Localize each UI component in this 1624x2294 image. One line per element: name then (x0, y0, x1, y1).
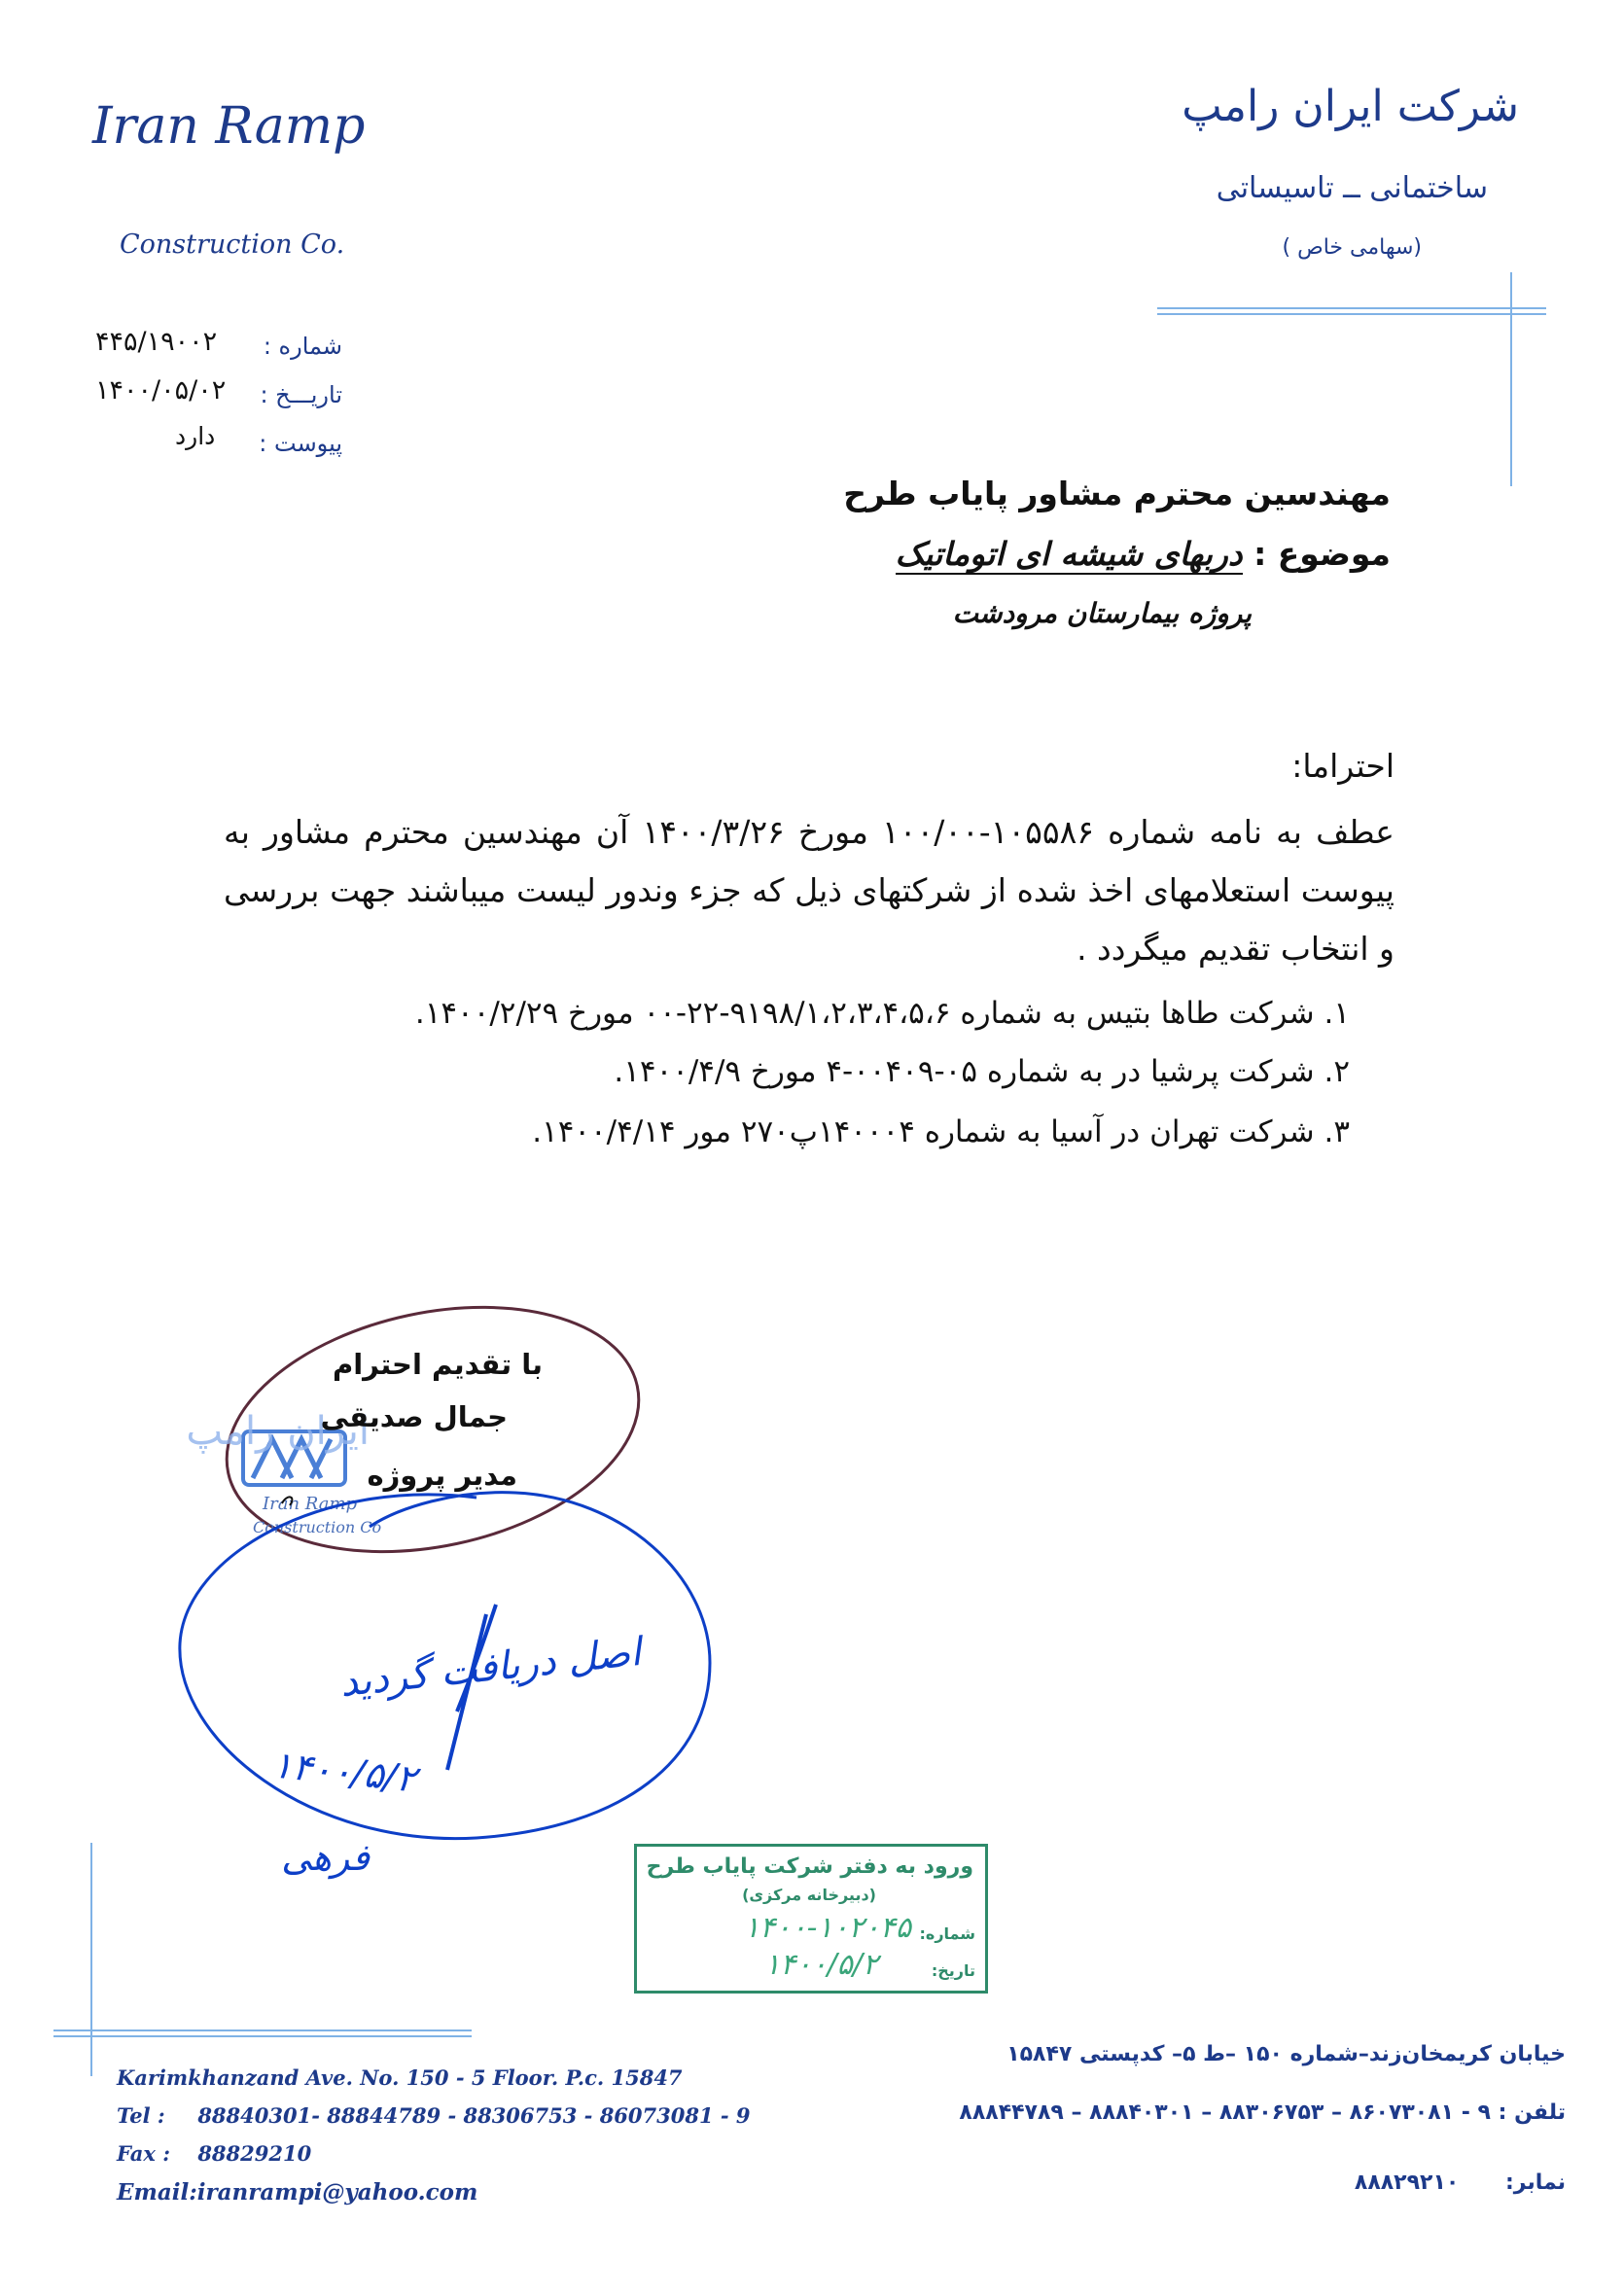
company-name-en-sub: Construction Co. (120, 229, 345, 260)
receipt-stamp (634, 1844, 988, 1994)
header-vrule (1510, 272, 1512, 486)
closing: با تقدیم احترام (332, 1348, 543, 1381)
svg-text:ایران رامپ: ایران رامپ (186, 1409, 370, 1454)
subject-line (896, 535, 1391, 573)
date-value: ۱۴۰۰/۰۵/۰۲ (95, 375, 227, 406)
footer-fax-label-fa: نمابر: (1504, 2170, 1566, 2195)
recipient: مهندسین محترم مشاور پایاب طرح (843, 475, 1391, 512)
project-name: پروژه بیمارستان مرودشت (952, 597, 1252, 629)
receipt-date-value: ۱۴۰۰/۵/۲ (764, 1948, 878, 1982)
footer-rule-2 (53, 2035, 472, 2037)
footer-tel-label-fa: تلفن : (1498, 2100, 1566, 2125)
number-value: ۴۴۵/۱۹۰۰۲ (95, 327, 218, 357)
footer-rule (53, 2029, 472, 2031)
attachment-label: پیوست : (259, 430, 342, 457)
handwritten-date: ۱۴۰۰/۵/۲ (270, 1743, 418, 1801)
list-item-text: شرکت پرشیا در به شماره ۰۵-۰۰۴۰۹-۴ مورخ ۱۴۰۰/۴/۹. (614, 1054, 1315, 1089)
footer-email-en: Email:iranrampi@yahoo.com (117, 2179, 478, 2206)
footer-fax-value-fa: ۸۸۸۲۹۲۱۰ (1354, 2170, 1460, 2195)
receipt-stamp-title: ورود به دفتر شرکت پایاب طرح (646, 1854, 973, 1879)
handwritten-note: اصل دریافت گردید (337, 1629, 644, 1707)
date-label: تاریـــخ : (260, 381, 342, 408)
svg-text:Iran Ramp: Iran Ramp (263, 1494, 358, 1514)
footer-vrule (90, 1843, 92, 2076)
handwritten-name: فرهی (281, 1836, 370, 1879)
receipt-number-label: شماره: (919, 1924, 975, 1943)
greeting: احتراما: (1291, 747, 1395, 785)
list-item-text: شرکت طاها بتیس به شماره ۹۱۹۸/۱،۲،۳،۴،۵،۶-۲۲-۰۰ مورخ ۱۴۰۰/۲/۲۹. (414, 996, 1315, 1031)
attachment-value: دارد (175, 422, 216, 450)
receipt-stamp-subtitle: (دبیرخانه مرکزی) (742, 1886, 876, 1904)
subject-label: موضوع : (1253, 535, 1391, 573)
number-label: شماره : (263, 333, 342, 360)
footer-fax-en (117, 2141, 311, 2166)
footer-address-fa: خیابان کریمخان‌زند–شماره ۱۵۰ –ط ۵– کدپستی ۱۵۸۴۷ (1006, 2042, 1566, 2066)
letter-body: عطف به نامه شماره ۱۰۵۵۸۶-۱۰۰/۰۰ مورخ ۱۴۰۰/۳/۲۶ آن مهندسین محترم مشاور به پیوست استعلامهای اخذ شده از شرکتهای ذیل که جزء وندور لیست میباشند جهت بررسی و انتخاب تقدیم میگردد . (224, 813, 1395, 968)
signer-name: جمال صدیقی (320, 1400, 508, 1433)
list-item-number: ۲. (1324, 1054, 1350, 1089)
footer-tel-value-fa: ۹ - ۸۶۰۷۳۰۸۱ – ۸۸۳۰۶۷۵۳ – ۸۸۸۴۰۳۰۱ – ۸۸۸۴۴۷۸۹ (959, 2100, 1491, 2125)
company-name-fa-sub: ساختمانی ــ تاسیساتی (1216, 171, 1488, 205)
company-name-en: Iran Ramp (92, 97, 366, 156)
subject-value: دربهای شیشه ای اتوماتیک (895, 535, 1243, 573)
receipt-date-label: تاریخ: (931, 1961, 975, 1980)
list-item (614, 1054, 1350, 1089)
header-rule (1157, 307, 1546, 309)
list-item (415, 996, 1350, 1031)
footer-tel-en (117, 2103, 751, 2128)
footer-tel-value-en: 88840301- 88844789 - 88306753 - 86073081 - 9 (197, 2103, 751, 2128)
list-item (532, 1114, 1350, 1149)
footer-fax-value-en: 88829210 (197, 2141, 312, 2166)
company-name-fa: شرکت ایران رامپ (1182, 82, 1519, 131)
footer-tel-label-en: Tel : (117, 2103, 165, 2128)
list-item-number: ۱. (1324, 996, 1350, 1031)
list-item-text: شرکت تهران در آسیا به شماره ۱۴۰۰۰۴پ۲۷۰ مور ۱۴۰۰/۴/۱۴. (532, 1114, 1315, 1149)
receipt-number-value: ۱۴۰۰-۱۰۲۰۴۵ (744, 1911, 911, 1945)
svg-text:Construction Co: Construction Co (253, 1518, 382, 1536)
header-rule-2 (1157, 313, 1546, 315)
list-item-number: ۳. (1324, 1114, 1350, 1149)
footer-address-en: Karimkhanzand Ave. No. 150 - 5 Floor. P.c. 15847 (117, 2065, 683, 2090)
signer-title: مدیر پروژه (367, 1459, 517, 1492)
footer-fax-label-en: Fax : (117, 2141, 170, 2166)
footer-tel-fa (959, 2100, 1566, 2125)
footer-fax-fa (1355, 2170, 1566, 2195)
company-type: (سهامی خاص ) (1282, 235, 1422, 260)
